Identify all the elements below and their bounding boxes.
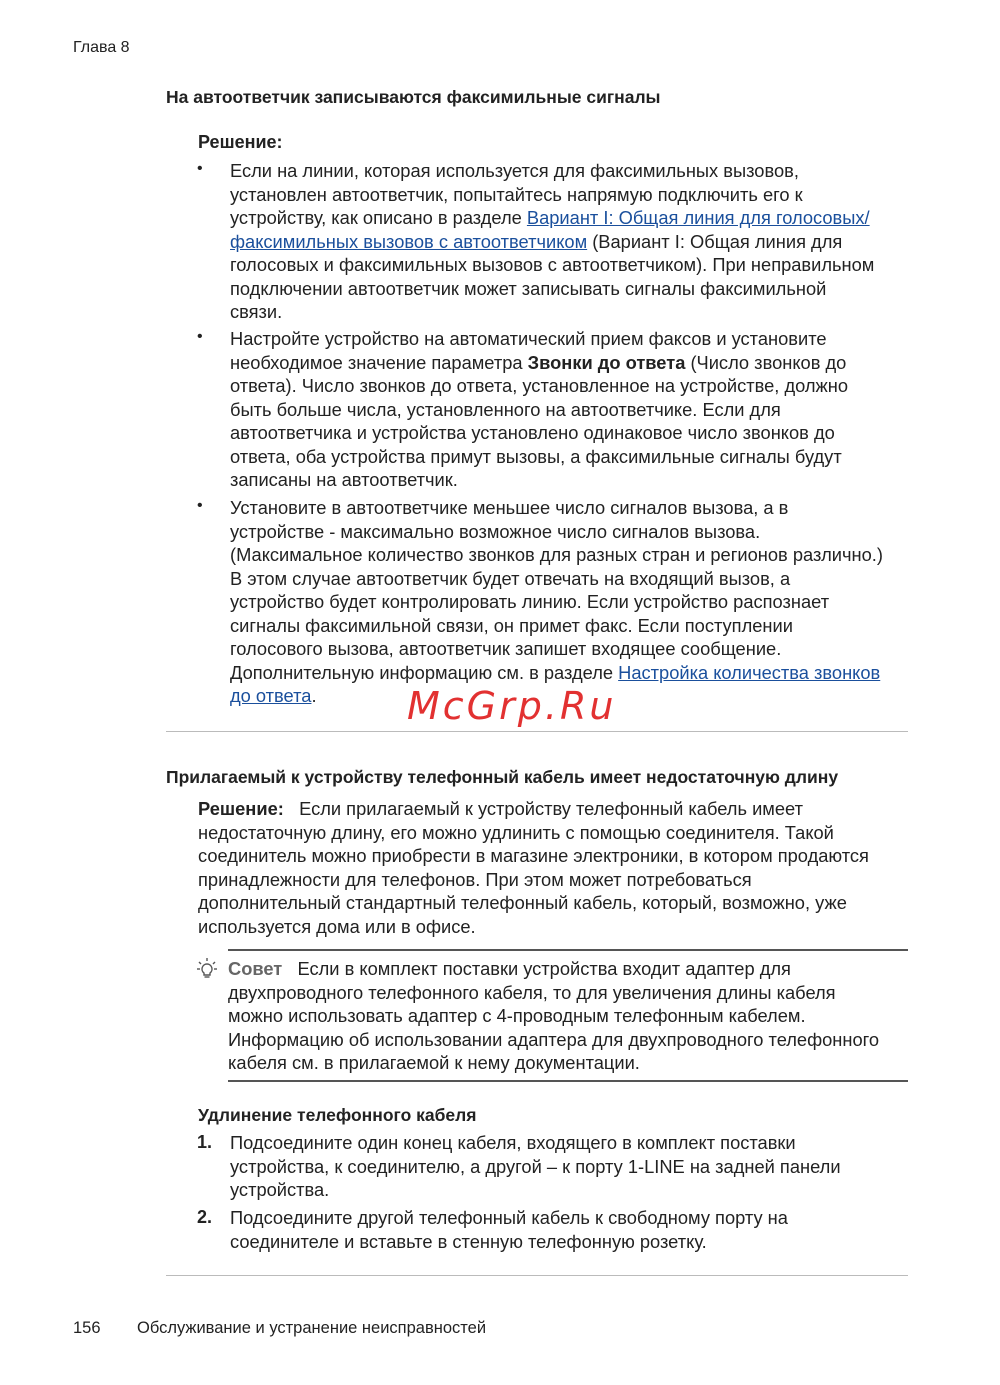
text-run: Настройте устройство на автоматический прием факсов и установите [230,328,827,349]
text-run: подключении автоответчик может записывать сигналы факсимильной [230,277,827,299]
text-line [230,159,874,183]
text-line [230,1230,788,1254]
text-line [198,797,869,821]
watermark: McGrp.Ru [407,684,617,728]
text-line [228,981,879,1005]
text-run: Если в комплект поставки устройства входит адаптер для [282,958,791,979]
chapter-label: Глава 8 [73,39,130,56]
text-line [198,821,869,845]
text-run: ответа). Число звонков до ответа, установленное на устройстве, должно [230,375,849,396]
text-line [228,1028,879,1052]
step-number: 2. [197,1207,213,1227]
text-line [230,445,848,469]
step-text [230,1131,841,1202]
text-run: устройства, к соединителю, а другой – к порту 1-LINE на задней панели [230,1155,841,1177]
text-line [230,206,874,230]
text-line [230,277,874,301]
text-line [230,374,848,398]
cross-reference-link[interactable]: Настройка количества звонков [618,661,881,683]
cross-reference-link[interactable]: до ответа [230,685,312,706]
text-run: устройство будет контролировать линию. Если устройство распознает [230,591,830,612]
cross-reference-link[interactable]: Вариант I: Общая линия для голосовых/ [526,207,870,228]
text-line [230,496,883,520]
text-run: Если на линии, которая используется для факсимильных вызовов, [230,160,799,181]
text-run: недостаточную длину, его можно удлинить с помощью соединителя. Такой [198,821,834,843]
text-run: необходимое значение параметра [230,351,528,373]
text-run: записаны на автоответчик. [230,469,458,490]
text-line [228,1004,879,1028]
text-run: сигналы факсимильной связи, он примет факс. Если поступлении [230,614,793,636]
step-text [230,1206,788,1253]
text-line [230,1131,841,1155]
text-run: устройству, как описано в разделе [230,207,527,228]
text-run: Установите в автоответчике меньшее число сигналов вызова, а в [230,497,789,518]
text-run: можно использовать адаптер с 4-проводным телефонным кабелем. [228,1005,806,1026]
text-run: принадлежности для телефонов. При этом может потребоваться [198,868,752,890]
text-run: ответа, оба устройства примут вызовы, а факсимильные сигналы будут [230,445,842,467]
tip-bottom-rule [228,1080,908,1082]
text-line [230,230,874,254]
text-line [198,915,869,939]
text-line [230,253,874,277]
text-run: используется дома или в офисе. [198,915,476,937]
text-line [228,1051,879,1075]
text-run: установлен автоответчик, попытайтесь напрямую подключить его к [230,183,803,205]
text-run: Дополнительную информацию см. в разделе [230,661,619,683]
text-run: Подсоедините другой телефонный кабель к свободному порту на [230,1207,788,1228]
text-line [198,844,869,868]
text-line [230,590,883,614]
text-line [230,520,883,544]
text-line [230,421,848,445]
cross-reference-link[interactable]: факсимильных вызовов с автоответчиком [230,230,588,252]
text-line [230,327,848,351]
section-title: Прилагаемый к устройству телефонный кабель имеет недостаточную длину [166,767,839,787]
bold-term: Решение: [198,798,284,819]
text-run: кабеля см. в прилагаемой к нему документации. [228,1052,640,1073]
text-run: соединитель можно приобрести в магазине электроники, в котором продаются [198,845,869,866]
subsection-title: Удлинение телефонного кабеля [198,1105,477,1125]
text-line [198,868,869,892]
bold-term: Звонки до ответа [527,351,686,373]
text-run: Подсоедините один конец кабеля, входящего в комплект поставки [230,1132,796,1153]
text-line [230,661,883,685]
text-run: голосового вызова, автоответчик запишет входящее сообщение. [230,638,782,659]
step-number: 1. [197,1132,213,1152]
tip-label: Совет [228,958,283,979]
section-title: На автоответчик записываются факсимильные сигналы [166,87,661,107]
bullet-text [230,327,848,492]
bullet-marker: • [197,328,203,345]
text-run: (Число звонков до [685,351,847,373]
text-run: В этом случае автоответчик будет отвечать на входящий вызов, а [230,567,791,589]
text-line [230,468,848,492]
text-run: автоответчика и устройства установлено одинаковое число звонков до [230,422,835,443]
footer-section: Обслуживание и устранение неисправностей [137,1319,487,1337]
text-line [230,398,848,422]
text-line [198,891,869,915]
text-run: устройства. [230,1179,330,1200]
solution-label: Решение: [198,132,283,152]
text-run: Информацию об использовании адаптера для двухпроводного телефонного [228,1028,880,1050]
text-line [230,1155,841,1179]
text-line [230,1178,841,1202]
divider [166,731,908,732]
text-line [230,637,883,661]
text-run: двухпроводного телефонного кабеля, то для увеличения длины кабеля [228,981,836,1003]
divider [166,1275,908,1276]
text-run: дополнительный стандартный телефонный кабель, который, возможно, уже [198,892,847,913]
text-run: . [311,685,317,706]
text-run: связи. [230,301,283,322]
text-run: голосовых и факсимильных вызовов с автоответчиком). При неправильном [230,254,875,275]
tip-top-rule [228,949,908,951]
text-line [230,351,848,375]
text-line [228,957,879,981]
text-run: быть больше числа, установленного на автоответчике. Если для [230,398,781,420]
text-line [230,614,883,638]
bullet-marker: • [197,160,203,177]
bullet-text [230,159,874,324]
text-line [230,543,883,567]
tip-text [228,957,879,1075]
text-run: устройстве - максимально возможное число сигналов вызова. [230,520,761,542]
text-line [230,183,874,207]
text-line [230,567,883,591]
bullet-text [230,496,883,708]
lightbulb-icon [196,957,218,986]
text-line [230,1206,788,1230]
text-run: Если прилагаемый к устройству телефонный кабель имеет [283,798,803,819]
solution-text [198,797,869,938]
text-run: соединителе и вставьте в стенную телефонную розетку. [230,1230,707,1252]
text-run: (Вариант I: Общая линия для [587,230,843,252]
bullet-marker: • [197,497,203,514]
page-number: 156 [73,1319,101,1337]
text-run: (Максимальное количество звонков для разных стран и регионов различно.) [230,544,883,565]
text-line [230,300,874,324]
